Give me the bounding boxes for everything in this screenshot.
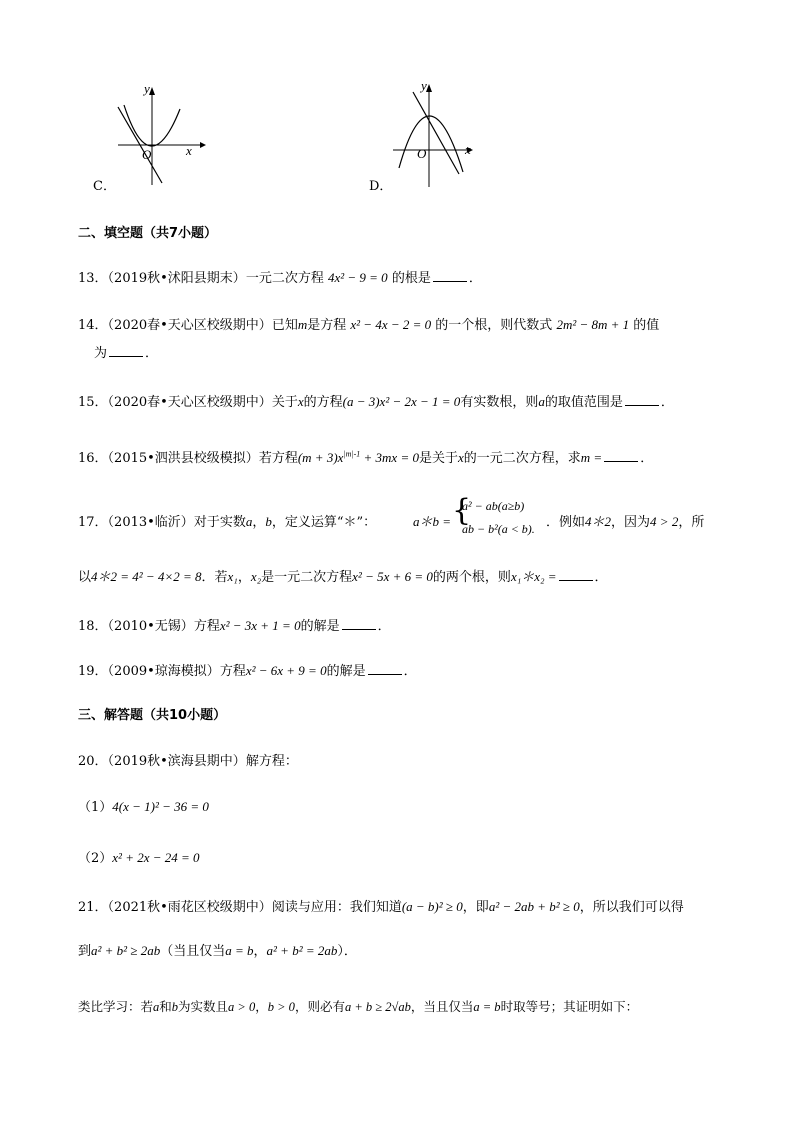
graph-d-parabola-line <box>385 82 485 187</box>
question-source: （2020春•天心区校级期中） <box>107 318 272 333</box>
variable: m <box>297 317 308 332</box>
question-text: 的解是 <box>300 619 340 634</box>
question-text: 时取等号；其证明如下： <box>500 999 639 1014</box>
piecewise-case-2: ab − b²(a < b). <box>462 522 535 536</box>
question-number: 19． <box>78 664 108 679</box>
answer-blank[interactable] <box>433 269 467 282</box>
question-text: 已知 <box>271 318 298 333</box>
question-21-line3 <box>78 997 638 1015</box>
equation: x² − 3x + 1 = 0 <box>219 618 301 633</box>
question-13 <box>78 267 482 286</box>
question-16 <box>78 447 653 466</box>
expression: 4 > 2 <box>650 514 679 529</box>
question-17-line2 <box>78 566 608 585</box>
question-text: ． <box>403 664 417 679</box>
question-text: 方程 <box>219 664 246 679</box>
piecewise-case-1: a² − ab(a≥b) <box>462 499 525 513</box>
question-text: 到 <box>78 944 92 959</box>
question-text: 方程 <box>193 619 220 634</box>
question-14 <box>78 314 659 333</box>
question-text: 阅读与应用：我们知道 <box>271 900 402 915</box>
question-text: ．例如 <box>546 515 586 530</box>
question-text: 一元二次方程 <box>245 271 324 286</box>
question-17 <box>78 511 376 530</box>
question-number: 13． <box>78 271 108 286</box>
answer-blank[interactable] <box>342 617 376 630</box>
expression: b > 0 <box>267 1000 295 1014</box>
graph-c-parabola-line <box>110 85 210 185</box>
question-text: ，则必有 <box>294 999 345 1014</box>
question-source: （2021秋•雨花区校级期中） <box>107 900 272 915</box>
question-text: ． <box>640 451 654 466</box>
expression: a² + b² = 2ab <box>266 943 338 958</box>
option-d-label: D． <box>369 179 393 194</box>
question-text: 的根是 <box>391 271 431 286</box>
question-14-line2 <box>94 342 158 361</box>
question-text: 为实数且 <box>178 999 229 1014</box>
question-text: 以 <box>78 570 92 585</box>
answer-blank[interactable] <box>559 568 593 581</box>
definition-lhs: a＊b = <box>413 514 452 529</box>
variable: a <box>538 394 545 409</box>
question-text: 是方程 <box>307 318 347 333</box>
variable: x₂ <box>250 569 262 584</box>
variable: a <box>245 514 253 529</box>
question-source: （2020春•天心区校级期中） <box>107 395 272 410</box>
question-number: 18． <box>78 619 108 634</box>
question-number: 17． <box>78 515 108 530</box>
expression: a = b <box>225 943 254 958</box>
expression: a > 0 <box>228 1000 256 1014</box>
question-text: ，所以我们可以得 <box>579 900 684 915</box>
question-number: 20． <box>78 754 108 769</box>
question-text: 关于 <box>271 395 298 410</box>
question-20 <box>78 750 298 769</box>
expression: 4＊2 = 4² − 4×2 = 8 <box>91 569 202 584</box>
question-19 <box>78 660 417 679</box>
origin-label: O <box>142 147 152 162</box>
expression: m = <box>580 450 603 465</box>
question-text: ，因为 <box>611 515 651 530</box>
variable: b <box>265 514 272 529</box>
question-number: 15． <box>78 395 108 410</box>
expression: a² − 2ab + b² ≥ 0 <box>488 899 580 914</box>
question-20-part-1 <box>78 796 209 815</box>
question-source: （2013•临沂） <box>107 515 194 530</box>
variable: b <box>171 1000 179 1014</box>
question-text: ． <box>594 570 608 585</box>
question-text: 若方程 <box>258 451 298 466</box>
question-text: ． <box>660 395 674 410</box>
question-text: 是关于 <box>418 451 458 466</box>
question-source: （2010•无锡） <box>107 619 194 634</box>
question-text: ）． <box>337 944 357 959</box>
origin-label: O <box>417 146 427 161</box>
expression: a² + b² ≥ 2ab <box>91 943 161 958</box>
question-text: 有实数根，则 <box>460 395 539 410</box>
question-text: ， <box>252 515 266 530</box>
question-text: 的值 <box>633 318 660 333</box>
question-21 <box>78 896 684 915</box>
question-17-tail <box>546 511 704 530</box>
question-text: ． <box>377 619 391 634</box>
question-20-part-2 <box>78 847 200 866</box>
question-text: ．若 <box>201 570 228 585</box>
question-text: （当且仅当 <box>160 944 226 959</box>
question-text: 的解是 <box>326 664 366 679</box>
question-source: （2019秋•滨海县期中） <box>107 754 246 769</box>
part-label: （1） <box>78 800 113 815</box>
question-15 <box>78 391 674 410</box>
axis-y-label: y <box>421 78 427 93</box>
part-label: （2） <box>78 851 113 866</box>
expression: a + b ≥ 2√ab <box>344 1000 411 1014</box>
question-18 <box>78 615 391 634</box>
section-title: 二、填空题（共7小题） <box>78 226 218 241</box>
expression: a = b <box>473 1000 501 1014</box>
question-text: 的两个根，则 <box>432 570 511 585</box>
piecewise-brace: { <box>452 493 472 528</box>
question-source: （2015•泗洪县校级模拟） <box>107 451 259 466</box>
question-text: ， <box>237 570 251 585</box>
axis-x-label: x <box>465 142 471 157</box>
question-text: 的一个根，则代数式 <box>435 318 553 333</box>
expression: (a − b)² ≥ 0 <box>401 899 463 914</box>
question-text: 的一元二次方程，求 <box>463 451 581 466</box>
variable: x <box>457 450 464 465</box>
answer-blank[interactable] <box>368 662 402 675</box>
variable: x <box>297 394 304 409</box>
expression: x₁＊x₂ = <box>510 569 557 584</box>
equation: (m + 3)x <box>297 450 344 465</box>
answer-blank[interactable] <box>625 393 659 406</box>
question-text: ． <box>468 271 482 286</box>
question-source: （2019秋•沭阳县期末） <box>107 271 246 286</box>
question-text: ，所 <box>678 515 705 530</box>
question-number: 21． <box>78 900 108 915</box>
expression: 2m² − 8m + 1 <box>556 317 630 332</box>
exponent: |m|-1 <box>343 449 361 459</box>
variable: a <box>153 1000 160 1014</box>
axis-x-label: x <box>186 143 192 158</box>
question-text: ，即 <box>462 900 489 915</box>
expression: 4＊2 <box>585 514 612 529</box>
question-text: 的取值范围是 <box>544 395 623 410</box>
answer-blank[interactable] <box>109 344 143 357</box>
question-text: ， <box>253 944 267 959</box>
question-text: 对于实数 <box>193 515 246 530</box>
question-text: ， <box>255 999 268 1014</box>
answer-blank[interactable] <box>604 449 638 462</box>
question-number: 14． <box>78 318 108 333</box>
question-text: 是一元二次方程 <box>261 570 353 585</box>
equation: x² − 4x − 2 = 0 <box>350 317 432 332</box>
question-number: 16． <box>78 451 108 466</box>
equation: + 3mx = 0 <box>360 450 419 465</box>
question-text: 类比学习：若 <box>78 999 154 1014</box>
question-text: 解方程： <box>245 754 298 769</box>
equation: x² − 5x + 6 = 0 <box>352 569 433 584</box>
figure-c <box>110 81 210 185</box>
section-title: 三、解答题（共10小题） <box>78 708 227 723</box>
question-text: 和 <box>159 999 172 1014</box>
question-text: 为 <box>94 346 108 361</box>
question-text: ，当且仅当 <box>410 999 474 1014</box>
equation: (a − 3)x² − 2x − 1 = 0 <box>342 394 461 409</box>
question-text: ． <box>145 346 159 361</box>
question-text: 的方程 <box>303 395 343 410</box>
equation: 4(x − 1)² − 36 = 0 <box>112 799 209 814</box>
figure-d <box>385 78 485 187</box>
variable: x₁ <box>227 569 238 584</box>
question-text: ，定义运算“＊”： <box>271 515 377 530</box>
option-c-label: C． <box>93 179 116 194</box>
equation: x² + 2x − 24 = 0 <box>112 850 200 865</box>
equation: 4x² − 9 = 0 <box>327 270 388 285</box>
axis-y-label: y <box>144 81 150 96</box>
question-source: （2009•琼海模拟） <box>107 664 220 679</box>
equation: x² − 6x + 9 = 0 <box>245 663 327 678</box>
question-21-line2 <box>78 940 357 959</box>
